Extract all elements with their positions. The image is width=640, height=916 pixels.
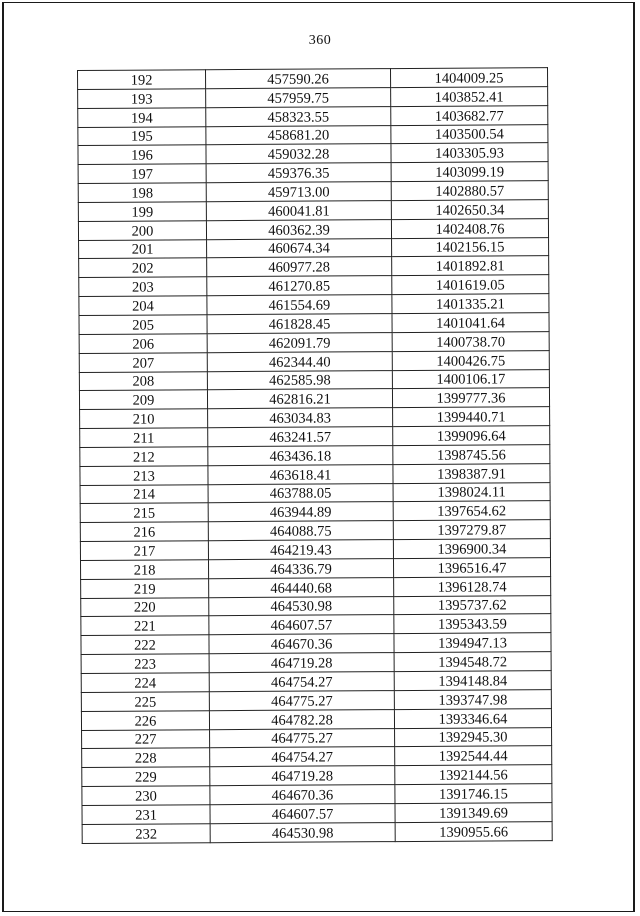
table-row bbox=[81, 689, 551, 711]
x-coordinate-cell: 457959.75 bbox=[206, 87, 391, 107]
table-row bbox=[81, 708, 551, 730]
x-coordinate-cell: 463436.18 bbox=[208, 445, 393, 465]
coordinate-table bbox=[77, 67, 553, 843]
x-coordinate-cell: 458323.55 bbox=[206, 106, 391, 126]
y-coordinate-cell: 1403682.77 bbox=[391, 105, 548, 125]
table-row bbox=[80, 463, 550, 485]
table-row bbox=[78, 181, 548, 203]
table-row bbox=[78, 124, 548, 146]
y-coordinate-cell: 1401619.05 bbox=[392, 275, 549, 295]
y-coordinate-cell: 1395737.62 bbox=[394, 595, 551, 615]
coordinate-table-body bbox=[78, 68, 553, 843]
x-coordinate-cell: 464754.27 bbox=[209, 672, 394, 692]
y-coordinate-cell: 1400738.70 bbox=[392, 331, 549, 351]
x-coordinate-cell: 460674.34 bbox=[207, 238, 392, 258]
x-coordinate-cell: 460362.39 bbox=[206, 219, 391, 239]
y-coordinate-cell: 1403500.54 bbox=[391, 124, 548, 144]
y-coordinate-cell: 1391349.69 bbox=[395, 803, 552, 823]
table-row bbox=[79, 388, 549, 410]
x-coordinate-cell: 461554.69 bbox=[207, 295, 392, 315]
point-number-cell: 209 bbox=[79, 390, 207, 410]
table-row bbox=[80, 426, 550, 448]
x-coordinate-cell: 461270.85 bbox=[207, 276, 392, 296]
point-number-cell: 220 bbox=[81, 597, 209, 617]
x-coordinate-cell: 458681.20 bbox=[206, 125, 391, 145]
table-row bbox=[81, 671, 551, 693]
x-coordinate-cell: 463944.89 bbox=[208, 502, 393, 522]
y-coordinate-cell: 1397654.62 bbox=[393, 501, 550, 521]
page-number: 360 bbox=[308, 33, 332, 48]
table-row bbox=[80, 539, 550, 561]
table-row bbox=[79, 350, 549, 372]
x-coordinate-cell: 464719.28 bbox=[210, 766, 395, 786]
y-coordinate-cell: 1400106.17 bbox=[392, 369, 549, 389]
table-row bbox=[78, 105, 548, 127]
point-number-cell: 201 bbox=[79, 239, 207, 259]
point-number-cell: 204 bbox=[79, 296, 207, 316]
point-number-cell: 216 bbox=[80, 522, 208, 542]
point-number-cell: 225 bbox=[81, 692, 209, 712]
y-coordinate-cell: 1394148.84 bbox=[394, 671, 551, 691]
y-coordinate-cell: 1402408.76 bbox=[391, 218, 548, 238]
point-number-cell: 230 bbox=[82, 786, 210, 806]
table-row bbox=[81, 576, 551, 598]
x-coordinate-cell: 461828.45 bbox=[207, 314, 392, 334]
point-number-cell: 210 bbox=[80, 409, 208, 429]
point-number-cell: 212 bbox=[80, 447, 208, 467]
point-number-cell: 232 bbox=[82, 823, 210, 843]
y-coordinate-cell: 1398387.91 bbox=[393, 463, 550, 483]
y-coordinate-cell: 1399440.71 bbox=[393, 407, 550, 427]
point-number-cell: 229 bbox=[82, 767, 210, 787]
x-coordinate-cell: 463241.57 bbox=[208, 427, 393, 447]
x-coordinate-cell: 464670.36 bbox=[210, 785, 395, 805]
x-coordinate-cell: 463618.41 bbox=[208, 464, 393, 484]
table-row bbox=[78, 143, 548, 165]
x-coordinate-cell: 459376.35 bbox=[206, 163, 391, 183]
table-row bbox=[82, 746, 552, 768]
table-row bbox=[78, 218, 548, 240]
point-number-cell: 214 bbox=[80, 484, 208, 504]
point-number-cell: 211 bbox=[80, 428, 208, 448]
table-row bbox=[79, 256, 549, 278]
point-number-cell: 192 bbox=[78, 70, 206, 90]
table-row bbox=[82, 784, 552, 806]
y-coordinate-cell: 1402156.15 bbox=[392, 237, 549, 257]
table-row bbox=[80, 482, 550, 504]
y-coordinate-cell: 1391746.15 bbox=[395, 784, 552, 804]
y-coordinate-cell: 1402880.57 bbox=[391, 181, 548, 201]
table-row bbox=[81, 652, 551, 674]
point-number-cell: 202 bbox=[79, 258, 207, 278]
table-row bbox=[78, 162, 548, 184]
point-number-cell: 221 bbox=[81, 616, 209, 636]
table-row bbox=[81, 633, 551, 655]
x-coordinate-cell: 462816.21 bbox=[207, 389, 392, 409]
x-coordinate-cell: 464782.28 bbox=[209, 709, 394, 729]
y-coordinate-cell: 1401335.21 bbox=[392, 294, 549, 314]
point-number-cell: 219 bbox=[81, 578, 209, 598]
point-number-cell: 226 bbox=[81, 710, 209, 730]
y-coordinate-cell: 1396128.74 bbox=[394, 576, 551, 596]
table-row bbox=[78, 86, 548, 108]
table-row bbox=[80, 444, 550, 466]
table-row bbox=[78, 200, 548, 222]
x-coordinate-cell: 463788.05 bbox=[208, 483, 393, 503]
x-coordinate-cell: 464440.68 bbox=[209, 577, 394, 597]
y-coordinate-cell: 1403099.19 bbox=[391, 162, 548, 182]
table-row bbox=[80, 407, 550, 429]
point-number-cell: 222 bbox=[81, 635, 209, 655]
table-row bbox=[81, 595, 551, 617]
y-coordinate-cell: 1400426.75 bbox=[392, 350, 549, 370]
x-coordinate-cell: 462585.98 bbox=[207, 370, 392, 390]
table-row bbox=[79, 313, 549, 335]
x-coordinate-cell: 464336.79 bbox=[208, 559, 393, 579]
x-coordinate-cell: 464088.75 bbox=[208, 521, 393, 541]
x-coordinate-cell: 460977.28 bbox=[207, 257, 392, 277]
table-row bbox=[82, 765, 552, 787]
point-number-cell: 223 bbox=[81, 654, 209, 674]
x-coordinate-cell: 459032.28 bbox=[206, 144, 391, 164]
point-number-cell: 203 bbox=[79, 277, 207, 297]
table-row bbox=[79, 294, 549, 316]
table-row bbox=[82, 821, 552, 843]
table-row bbox=[82, 803, 552, 825]
y-coordinate-cell: 1394947.13 bbox=[394, 633, 551, 653]
y-coordinate-cell: 1393346.64 bbox=[394, 708, 551, 728]
point-number-cell: 228 bbox=[82, 748, 210, 768]
y-coordinate-cell: 1392144.56 bbox=[395, 765, 552, 785]
point-number-cell: 194 bbox=[78, 107, 206, 127]
x-coordinate-cell: 464530.98 bbox=[210, 822, 395, 842]
y-coordinate-cell: 1402650.34 bbox=[391, 200, 548, 220]
y-coordinate-cell: 1398024.11 bbox=[393, 482, 550, 502]
table-row bbox=[79, 237, 549, 259]
point-number-cell: 215 bbox=[80, 503, 208, 523]
point-number-cell: 199 bbox=[78, 202, 206, 222]
x-coordinate-cell: 460041.81 bbox=[206, 200, 391, 220]
point-number-cell: 195 bbox=[78, 126, 206, 146]
point-number-cell: 206 bbox=[79, 334, 207, 354]
x-coordinate-cell: 464530.98 bbox=[209, 596, 394, 616]
point-number-cell: 207 bbox=[79, 352, 207, 372]
point-number-cell: 193 bbox=[78, 89, 206, 109]
point-number-cell: 205 bbox=[79, 315, 207, 335]
y-coordinate-cell: 1399096.64 bbox=[393, 426, 550, 446]
point-number-cell: 200 bbox=[78, 220, 206, 240]
y-coordinate-cell: 1403305.93 bbox=[391, 143, 548, 163]
x-coordinate-cell: 462344.40 bbox=[207, 351, 392, 371]
point-number-cell: 227 bbox=[82, 729, 210, 749]
x-coordinate-cell: 462091.79 bbox=[207, 332, 392, 352]
y-coordinate-cell: 1401892.81 bbox=[392, 256, 549, 276]
point-number-cell: 197 bbox=[78, 164, 206, 184]
y-coordinate-cell: 1393747.98 bbox=[394, 689, 551, 709]
x-coordinate-cell: 464219.43 bbox=[208, 540, 393, 560]
point-number-cell: 231 bbox=[82, 805, 210, 825]
point-number-cell: 224 bbox=[81, 673, 209, 693]
table-row bbox=[81, 614, 551, 636]
point-number-cell: 208 bbox=[79, 371, 207, 391]
point-number-cell: 213 bbox=[80, 465, 208, 485]
x-coordinate-cell: 464719.28 bbox=[209, 653, 394, 673]
table-row bbox=[79, 369, 549, 391]
y-coordinate-cell: 1392945.30 bbox=[395, 727, 552, 747]
point-number-cell: 196 bbox=[78, 145, 206, 165]
y-coordinate-cell: 1390955.66 bbox=[395, 821, 552, 841]
x-coordinate-cell: 464775.27 bbox=[209, 690, 394, 710]
y-coordinate-cell: 1396516.47 bbox=[393, 558, 550, 578]
x-coordinate-cell: 464607.57 bbox=[210, 803, 395, 823]
y-coordinate-cell: 1397279.87 bbox=[393, 520, 550, 540]
x-coordinate-cell: 459713.00 bbox=[206, 182, 391, 202]
coordinate-table-container bbox=[77, 67, 553, 843]
point-number-cell: 218 bbox=[80, 560, 208, 580]
y-coordinate-cell: 1401041.64 bbox=[392, 313, 549, 333]
table-row bbox=[80, 520, 550, 542]
x-coordinate-cell: 464754.27 bbox=[210, 747, 395, 767]
point-number-cell: 217 bbox=[80, 541, 208, 561]
x-coordinate-cell: 464670.36 bbox=[209, 634, 394, 654]
y-coordinate-cell: 1398745.56 bbox=[393, 444, 550, 464]
table-row bbox=[79, 275, 549, 297]
x-coordinate-cell: 464607.57 bbox=[209, 615, 394, 635]
table-row bbox=[80, 558, 550, 580]
point-number-cell: 198 bbox=[78, 183, 206, 203]
table-row bbox=[80, 501, 550, 523]
y-coordinate-cell: 1403852.41 bbox=[391, 86, 548, 106]
table-row bbox=[82, 727, 552, 749]
x-coordinate-cell: 464775.27 bbox=[210, 728, 395, 748]
y-coordinate-cell: 1394548.72 bbox=[394, 652, 551, 672]
table-row bbox=[79, 331, 549, 353]
x-coordinate-cell: 463034.83 bbox=[208, 408, 393, 428]
y-coordinate-cell: 1399777.36 bbox=[392, 388, 549, 408]
y-coordinate-cell: 1395343.59 bbox=[394, 614, 551, 634]
y-coordinate-cell: 1396900.34 bbox=[393, 539, 550, 559]
x-coordinate-cell: 457590.26 bbox=[206, 69, 391, 89]
y-coordinate-cell: 1392544.44 bbox=[395, 746, 552, 766]
y-coordinate-cell: 1404009.25 bbox=[390, 68, 547, 88]
table-row bbox=[78, 68, 548, 90]
